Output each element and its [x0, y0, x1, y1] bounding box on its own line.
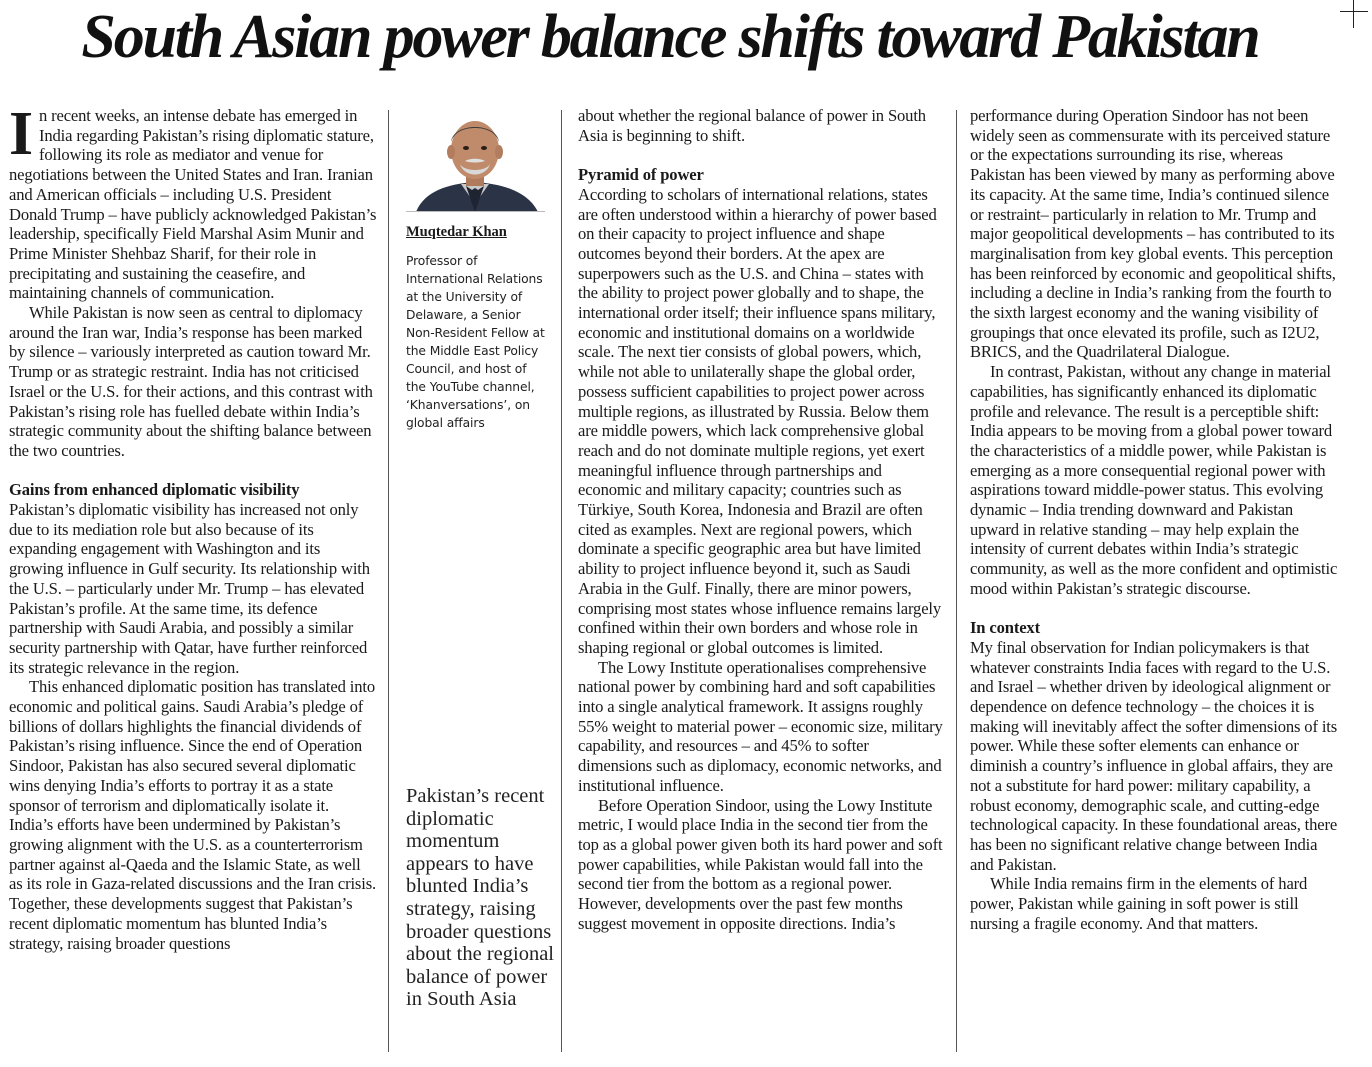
column-divider — [956, 110, 957, 1052]
column-divider — [561, 110, 562, 1052]
column-divider — [388, 110, 389, 1052]
pull-quote: Pakistan’s recent diplomatic momentum appears to have blunted India’s strategy, raising broader questions about the regional balance of power in South Asia — [406, 785, 555, 1011]
paragraph-8: Before Operation Sindoor, using the Lowy Institute metric, I would place India in the second tier from the top as a global power given both its hard power and soft power capabilities, while Pakistan would fall into the second tier from the bottom as a regional power. However, developments over the past few months suggest movement in opposite directions. India’s — [578, 795, 943, 933]
article-column-1 — [9, 100, 377, 953]
paragraph-9: performance during Operation Sindoor has not been widely seen as commensurate with its perceived stature or the expectations surrounding its rise, whereas Pakistan has been viewed by many as performing above its capacity. At the same time, India’s continued silence or restraint– particularly in relation to Mr. Trump and major geopolitical developments – has contributed to its marginalisation from key global events. This perception has been reinforced by economic and geopolitical shifts, including a decline in India’s ranking from the fourth to the sixth largest economy and the waning visibility of groupings that once elevated its profile, such as I2U2, BRICS, and the Quadrilateral Dialogue. — [970, 106, 1336, 362]
subhead-in-context: In context — [970, 618, 1040, 638]
author-name: Muqtedar Khan — [406, 224, 507, 240]
drop-cap: I — [9, 100, 33, 168]
subhead-diplomatic-visibility: Gains from enhanced diplomatic visibility — [9, 480, 300, 500]
subhead-pyramid-of-power: Pyramid of power — [578, 165, 704, 185]
headline: South Asian power balance shifts toward Pakistan — [81, 3, 1259, 71]
author-photo — [406, 112, 545, 212]
author-column — [406, 112, 546, 432]
author-portrait-icon — [406, 112, 545, 212]
paragraph-1: In recent weeks, an intense debate has emerged in India regarding Pakistan’s rising diplomatic stature, following its role as mediator and venue for negotiations between the United States and Iran. Iranian and American officials – including U.S. President Donald Trump – have publicly acknowledged Pakistan’s leadership, specifically Field Marshal Asim Munir and Prime Minister Shehbaz Sharif, for their role in precipitating and sustaining the ceasefire, and maintaining channels of communication. — [9, 100, 377, 303]
paragraph-4: This enhanced diplomatic position has translated into economic and political gains. Saudi Arabia’s pledge of billions of dollars highlights the financial dividends of Pakistan’s rising influence. Since the end of Operation Sindoor, Pakistan has also secured several diplomatic wins denying India’s efforts to portray it as a state sponsor of terrorism and diplomatically isolate it. India’s efforts have been undermined by Pakistan’s growing alignment with the U.S. as a counterterrorism partner against al-Qaeda and the Islamic State, as well as its role in Gaza-related discussions and the Iran crisis. Together, these developments suggest that Pakistan’s recent diplomatic momentum has blunted India’s strategy, raising broader questions — [9, 677, 377, 953]
author-bio: Professor of International Relations at the University of Delaware, a Senior Non-Resident Fellow at the Middle East Policy Council, and host of the YouTube channel, ‘Khanversations’, on global affairs — [406, 254, 545, 430]
paragraph-5: about whether the regional balance of power in South Asia is beginning to shift. — [578, 106, 926, 145]
paragraph-10: In contrast, Pakistan, without any change in material capabilities, has significantly enhanced its diplomatic profile and relevance. The result is a perceptible shift: India appears to be moving from a global power toward the characteristics of a middle power, while Pakistan is emerging as a more consequential regional power with aspirations toward middle-power status. This evolving dynamic – India trending downward and Pakistan upward in relative standing – may help explain the intensity of current debates within India’s strategic community, as well as the more confident and optimistic mood within Pakistan’s strategic discourse. — [970, 362, 1338, 598]
paragraph-6: According to scholars of international relations, states are often understood within a hierarchy of power based on their capacity to project influence and shape outcomes beyond their borders. At the apex are superpowers such as the U.S. and China – states with the ability to project power globally and to shape, the international order itself; their influence spans military, economic and institutional domains on a worldwide scale. The next tier consists of global powers, which, while not able to unilaterally shape the global order, possess sufficient capabilities to project power across multiple regions, as illustrated by Russia. Below them are middle powers, which lack comprehensive global reach and do not dominate multiple regions, yet exert meaningful influence through partnerships and economic and military capacity; countries such as Türkiye, South Korea, Indonesia and Brazil are often cited as examples. Next are regional powers, which dominate a specific geographic area but have limited ability to project influence beyond it, such as Saudi Arabia in the Gulf. Finally, there are minor powers, comprising most states whose influence remains largely confined within their own borders and whose role in shaping regional or global outcomes is limited. — [578, 184, 942, 657]
paragraph-11: My final observation for Indian policymakers is that whatever constraints India faces with regard to the U.S. and Israel – whether driven by ideological alignment or dependence on defence technology – the choices it is making will inevitably affect the softer dimensions of its power. While these softer elements can enhance or diminish a country’s influence in global affairs, they are not a substitute for hard power: military capability, a robust economy, demographic scale, and cutting-edge technological capacity. In these foundational areas, there has been no significant relative change between India and Pakistan. — [970, 637, 1338, 874]
article-column-3 — [578, 106, 946, 934]
paragraph-2: While Pakistan is now seen as central to diplomacy around the Iran war, India’s response has been marked by silence – variously interpreted as caution toward Mr. Trump or as strategic restraint. India has not criticised Israel or the U.S. for their actions, and this contrast with Pakistan’s rising role has fuelled debate within India’s strategic community about the shifting balance between the two countries. — [9, 303, 373, 460]
paragraph-12: While India remains firm in the elements of hard power, Pakistan while gaining in soft power is still nursing a fragile economy. And that matters. — [970, 874, 1308, 933]
crop-mark — [1340, 0, 1368, 28]
paragraph-3: Pakistan’s diplomatic visibility has increased not only due to its mediation role but also because of its expanding engagement with Washington and its growing influence in Gulf security. Its relationship with the U.S. – particularly under Mr. Trump – has elevated Pakistan’s profile. At the same time, its defence partnership with Saudi Arabia, and possibly a similar security partnership with Qatar, have further reinforced its strategic relevance in the region. — [9, 500, 370, 677]
article-column-4 — [970, 106, 1338, 934]
paragraph-7: The Lowy Institute operationalises comprehensive national power by combining hard and soft capabilities into a single analytical framework. It assigns roughly 55% weight to material power – economic size, military capability, and resources – and 45% to softer dimensions such as diplomacy, economic networks, and institutional influence. — [578, 657, 943, 795]
